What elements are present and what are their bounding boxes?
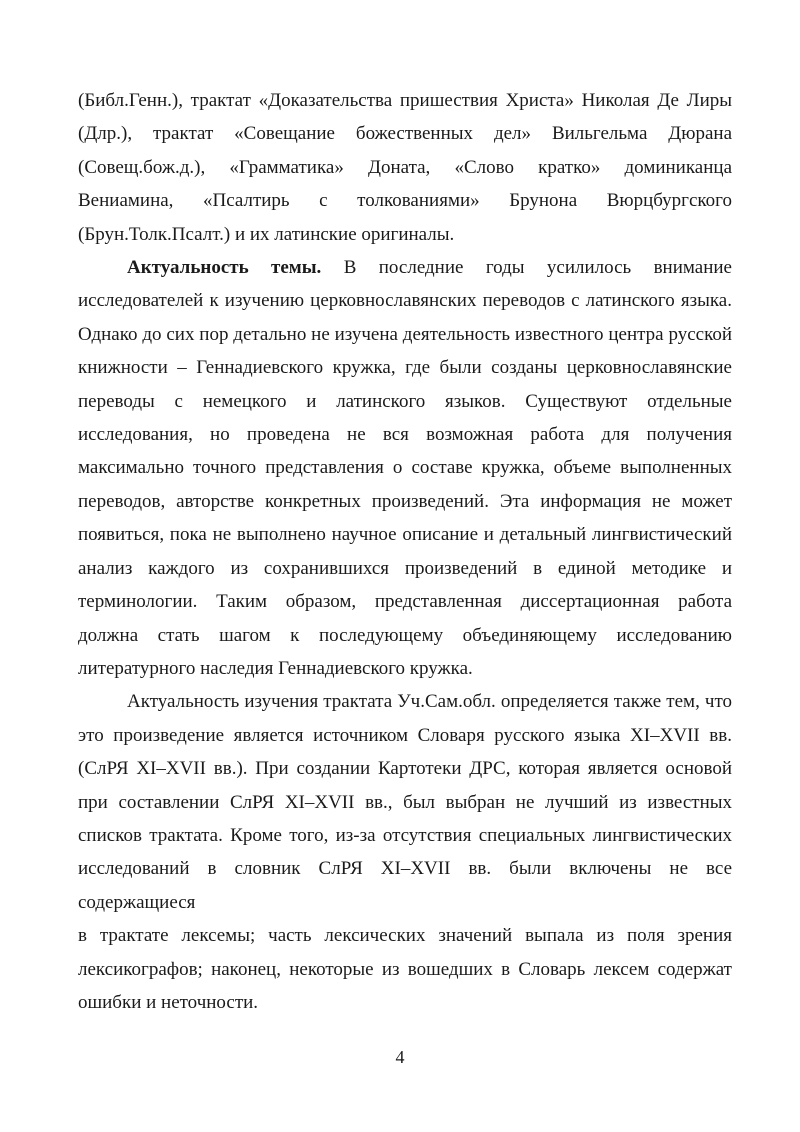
paragraph-relevance (78, 251, 732, 685)
text-line: исследований в словник СлРЯ XI–XVII вв. были включены не все содержащиеся (78, 858, 732, 913)
text-line: в трактате лексемы; часть лексических значений выпала из поля зрения (78, 925, 732, 947)
text-line: должна стать шагом к последующему объединяющему исследованию (78, 624, 732, 646)
paragraph-sources (78, 84, 732, 251)
text-line: максимально точного представления о составе кружка, объеме выполненных (78, 457, 732, 479)
text-line: при составлении СлРЯ XI–XVII вв., был выбран не лучший из известных (78, 791, 732, 813)
page-number: 4 (395, 1047, 405, 1067)
text-line: Вениамина, «Псалтирь с толкованиями» Брунона Вюрцбургского (78, 190, 732, 212)
text-line: исследования, но проведена не вся возможная работа для получения (78, 424, 732, 446)
text-line: списков трактата. Кроме того, из-за отсутствия специальных лингвистических (78, 824, 732, 846)
text-line: (СлРЯ XI–XVII вв.). При создании Картотеки ДРС, которая является основой (78, 758, 732, 780)
text-line: переводы с немецкого и латинского языков. Существуют отдельные (78, 390, 732, 412)
text-line: книжности – Геннадиевского кружка, где были созданы церковнославянские (78, 357, 732, 379)
section-heading: Актуальность темы. (127, 257, 322, 279)
text-line: это произведение является источником Словаря русского языка XI–XVII вв. (78, 724, 732, 746)
text-line: (Длр.), трактат «Совещание божественных дел» Вильгельма Дюрана (78, 123, 732, 145)
text-line: Актуальность изучения трактата Уч.Сам.обл. определяется также тем, что (127, 691, 732, 713)
text-line: появиться, пока не выполнено научное описание и детальный лингвистический (78, 524, 732, 546)
text-line: анализ каждого из сохранившихся произведений в единой методике и (78, 557, 732, 579)
text-line: Однако до сих пор детально не изучена деятельность известного центра русской (78, 323, 732, 345)
text-line: исследователей к изучению церковнославянских переводов с латинского языка. (78, 290, 732, 312)
text-fragment: В последние годы усилилось внимание (343, 257, 732, 279)
page-content (78, 84, 732, 1019)
text-line: лексикографов; наконец, некоторые из вошедших в Словарь лексем содержат (78, 958, 732, 980)
text-line: терминологии. Таким образом, представленная диссертационная работа (78, 591, 732, 613)
text-line: ошибки и неточности. (78, 991, 259, 1013)
text-line: переводов, авторстве конкретных произведений. Эта информация не может (78, 490, 732, 512)
text-line: (Брун.Толк.Псалт.) и их латинские оригиналы. (78, 223, 455, 245)
text-line: литературного наследия Геннадиевского кружка. (78, 657, 473, 679)
text-line: (Библ.Генн.), трактат «Доказательства пришествия Христа» Николая Де Лиры (78, 90, 732, 111)
text-line (78, 251, 732, 284)
text-line: (Совещ.бож.д.), «Грамматика» Доната, «Слово кратко» доминиканца (78, 156, 732, 178)
paragraph-dictionary (78, 685, 732, 1019)
